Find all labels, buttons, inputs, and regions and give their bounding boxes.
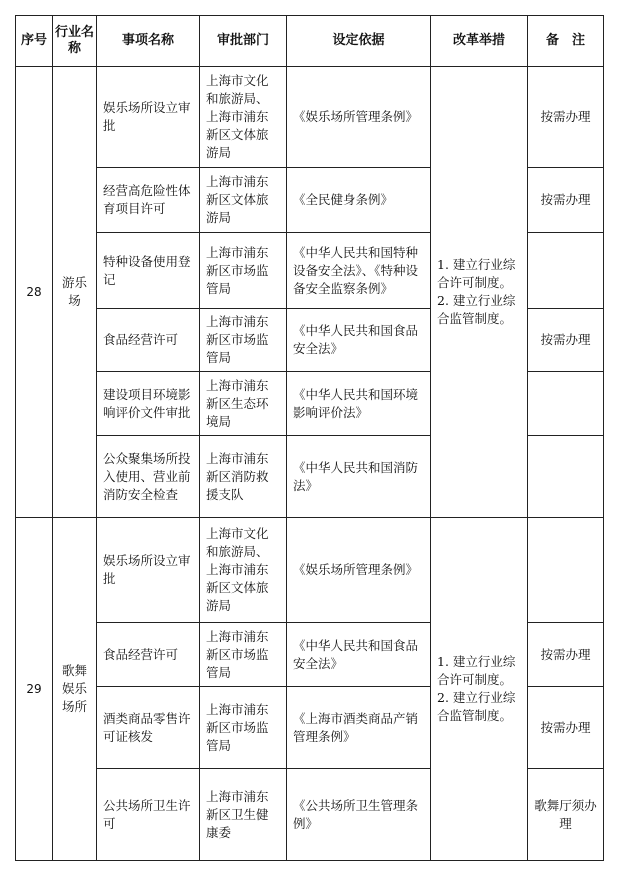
dept-cell: 上海市浦东新区市场监管局	[200, 309, 287, 372]
basis-cell: 《中华人民共和国食品安全法》	[287, 623, 431, 687]
dept-cell: 上海市文化和旅游局、上海市浦东新区文体旅游局	[200, 67, 287, 168]
header-remark: 备 注	[528, 16, 604, 67]
measures-text: 1. 建立行业综合许可制度。 2. 建立行业综合监管制度。	[437, 654, 516, 723]
table-row	[16, 67, 604, 168]
header-measures: 改革举措	[431, 16, 528, 67]
basis-cell: 《中华人民共和国环境影响评价法》	[287, 372, 431, 436]
remark-cell: 按需办理	[528, 168, 604, 233]
header-dept: 审批部门	[200, 16, 287, 67]
remark-cell: 按需办理	[528, 67, 604, 168]
dept-cell: 上海市浦东新区生态环境局	[200, 372, 287, 436]
basis-cell: 《全民健身条例》	[287, 168, 431, 233]
basis-cell: 《公共场所卫生管理条例》	[287, 769, 431, 861]
remark-cell: 按需办理	[528, 309, 604, 372]
basis-cell: 《娱乐场所管理条例》	[287, 67, 431, 168]
header-seq: 序号	[16, 16, 53, 67]
header-row	[16, 16, 604, 67]
item-cell: 食品经营许可	[97, 623, 200, 687]
remark-cell	[528, 233, 604, 309]
item-cell: 娱乐场所设立审批	[97, 67, 200, 168]
industry-cell: 游乐场	[53, 67, 97, 518]
basis-cell: 《上海市酒类商品产销管理条例》	[287, 687, 431, 769]
dept-cell: 上海市浦东新区市场监管局	[200, 623, 287, 687]
dept-cell: 上海市文化和旅游局、上海市浦东新区文体旅游局	[200, 518, 287, 623]
basis-cell: 《中华人民共和国特种设备安全法》、《特种设备安全监察条例》	[287, 233, 431, 309]
header-industry: 行业名称	[53, 16, 97, 67]
remark-cell	[528, 436, 604, 518]
measures-cell	[431, 518, 528, 861]
item-cell: 娱乐场所设立审批	[97, 518, 200, 623]
item-cell: 公众聚集场所投入使用、营业前消防安全检查	[97, 436, 200, 518]
header-basis: 设定依据	[287, 16, 431, 67]
seq-cell: 29	[16, 518, 53, 861]
industry-cell: 歌舞娱乐场所	[53, 518, 97, 861]
items-table	[15, 15, 604, 861]
dept-cell: 上海市浦东新区文体旅游局	[200, 168, 287, 233]
remark-cell	[528, 372, 604, 436]
dept-cell: 上海市浦东新区市场监管局	[200, 687, 287, 769]
dept-cell: 上海市浦东新区市场监管局	[200, 233, 287, 309]
item-cell: 经营高危险性体育项目许可	[97, 168, 200, 233]
remark-cell	[528, 518, 604, 623]
remark-cell: 按需办理	[528, 687, 604, 769]
remark-cell: 按需办理	[528, 623, 604, 687]
item-cell: 酒类商品零售许可证核发	[97, 687, 200, 769]
table-row	[16, 518, 604, 623]
dept-cell: 上海市浦东新区卫生健康委	[200, 769, 287, 861]
header-item: 事项名称	[97, 16, 200, 67]
seq-cell: 28	[16, 67, 53, 518]
basis-cell: 《中华人民共和国消防法》	[287, 436, 431, 518]
measures-cell	[431, 67, 528, 518]
basis-cell: 《中华人民共和国食品安全法》	[287, 309, 431, 372]
remark-cell: 歌舞厅须办理	[528, 769, 604, 861]
basis-cell: 《娱乐场所管理条例》	[287, 518, 431, 623]
item-cell: 食品经营许可	[97, 309, 200, 372]
item-cell: 建设项目环境影响评价文件审批	[97, 372, 200, 436]
item-cell: 特种设备使用登记	[97, 233, 200, 309]
dept-cell: 上海市浦东新区消防救援支队	[200, 436, 287, 518]
measures-text: 1. 建立行业综合许可制度。 2. 建立行业综合监管制度。	[437, 257, 516, 326]
item-cell: 公共场所卫生许可	[97, 769, 200, 861]
